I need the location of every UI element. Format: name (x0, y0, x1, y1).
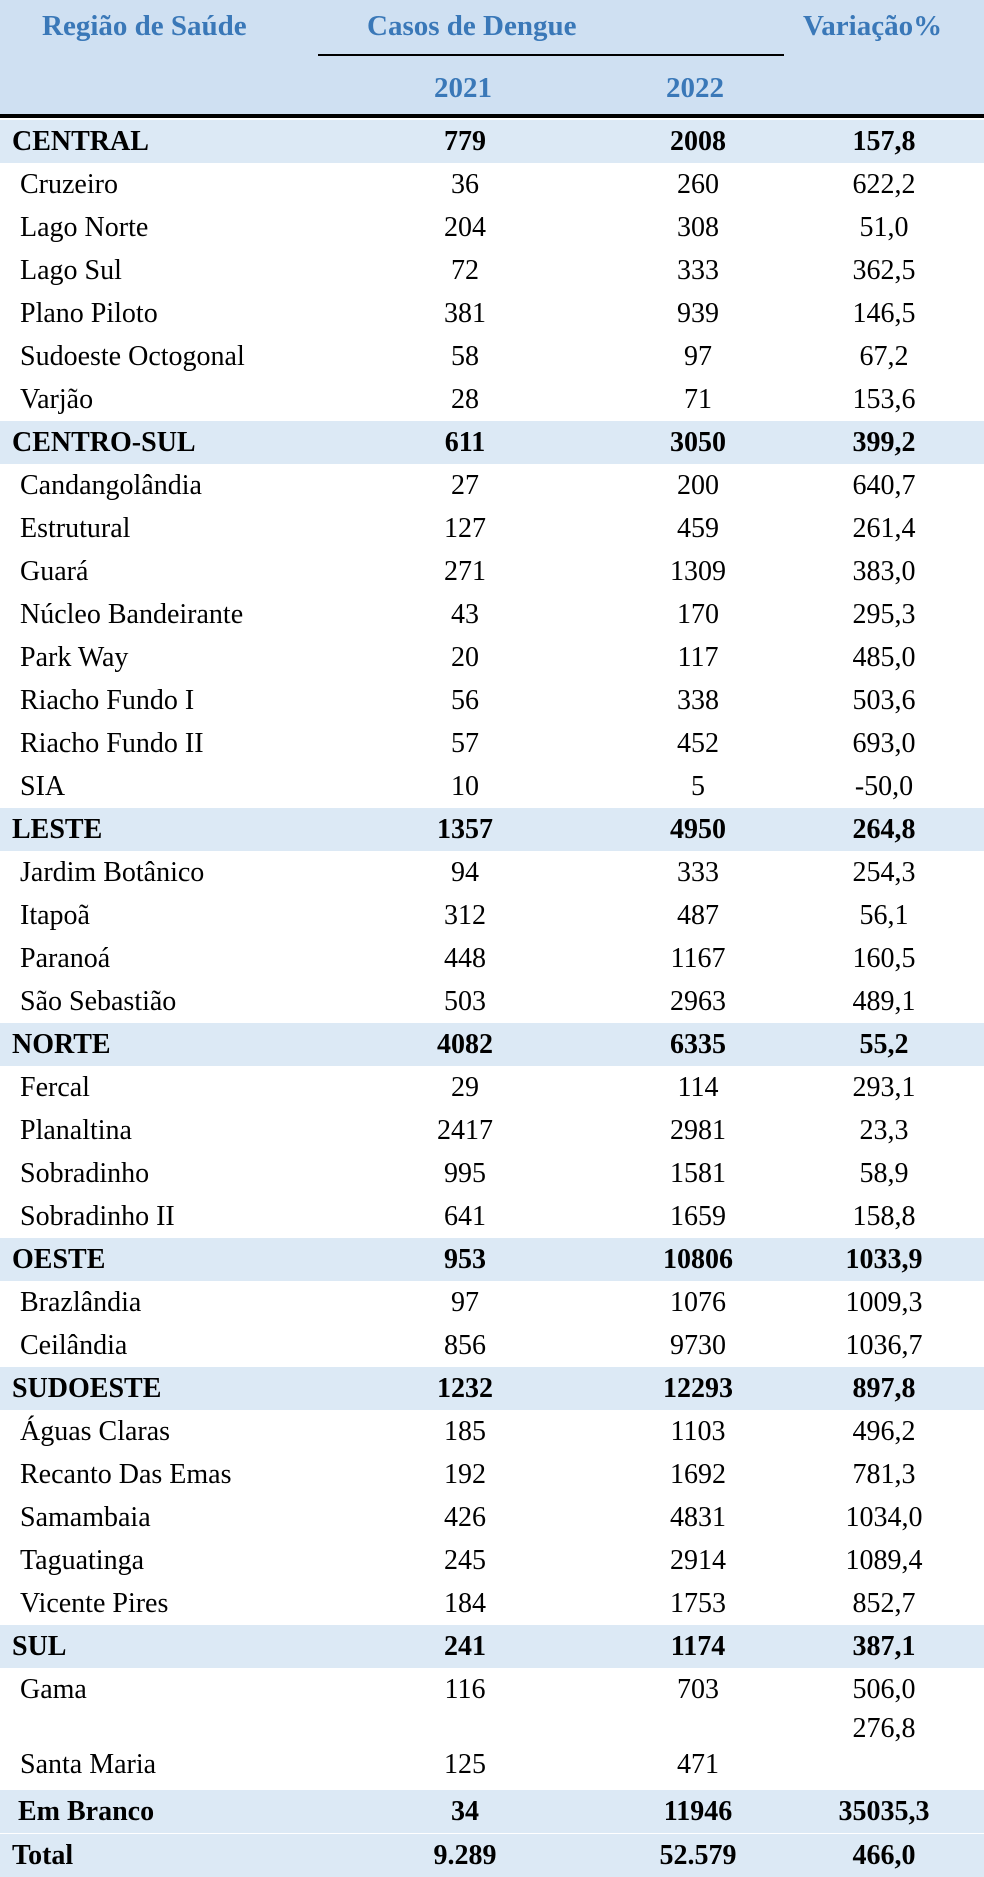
region-name: São Sebastião (20, 985, 177, 1017)
header-year-2021: 2021 (434, 72, 492, 104)
cases-2022: 1659 (670, 1200, 726, 1232)
cases-2021: 56 (451, 684, 479, 716)
region-name: Lago Sul (20, 254, 122, 286)
cases-2022: 52.579 (659, 1839, 737, 1871)
table-row (0, 335, 984, 378)
cases-2021: 185 (444, 1415, 486, 1447)
table-row (0, 1324, 984, 1367)
variation-value: 254,3 (852, 856, 916, 888)
variation-value: 158,8 (852, 1200, 916, 1232)
region-name: Riacho Fundo I (20, 684, 195, 716)
region-name: Sudoeste Octogonal (20, 340, 245, 372)
cases-2022: 1174 (670, 1630, 726, 1662)
cases-2022: 703 (677, 1673, 719, 1705)
cases-2021: 381 (444, 297, 486, 329)
cases-2022: 939 (677, 297, 719, 329)
cases-2022: 2008 (670, 125, 726, 157)
cases-2022: 1581 (670, 1157, 726, 1189)
region-name: LESTE (12, 813, 103, 845)
table-row (0, 1066, 984, 1109)
region-name: Recanto Das Emas (20, 1458, 232, 1490)
cases-2021: 43 (451, 598, 479, 630)
table-row (0, 1453, 984, 1496)
region-name: Riacho Fundo II (20, 727, 204, 759)
region-name: CENTRO-SUL (12, 426, 196, 458)
variation-value: 897,8 (852, 1372, 916, 1404)
cases-2021: 116 (444, 1673, 486, 1705)
region-name: Cruzeiro (20, 168, 118, 200)
cases-2021: 241 (444, 1630, 486, 1662)
table-row (0, 765, 984, 808)
region-name: Park Way (20, 641, 129, 673)
region-name: Núcleo Bandeirante (20, 598, 244, 630)
cases-2022: 12293 (663, 1372, 733, 1404)
cases-2022: 333 (677, 856, 719, 888)
cases-2022: 4831 (670, 1501, 726, 1533)
header-variation: Variação% (803, 10, 943, 42)
table-row (0, 206, 984, 249)
table-row (0, 378, 984, 421)
variation-value: 1033,9 (845, 1243, 923, 1275)
variation-value: 399,2 (852, 426, 916, 458)
region-name: Total (12, 1839, 74, 1871)
region-name: Candangolândia (20, 469, 202, 501)
cases-2021: 57 (451, 727, 479, 759)
total-row (0, 1834, 984, 1877)
cases-2021: 953 (444, 1243, 486, 1275)
cases-2021: 97 (451, 1286, 479, 1318)
cases-2022: 2981 (670, 1114, 726, 1146)
variation-value: 640,7 (852, 469, 916, 501)
cases-2022: 260 (677, 168, 719, 200)
cases-2022: 338 (677, 684, 719, 716)
table-row (0, 722, 984, 765)
region-name: Samambaia (20, 1501, 151, 1533)
table-row (0, 292, 984, 335)
region-name: Vicente Pires (20, 1587, 169, 1619)
cases-2022: 459 (677, 512, 719, 544)
variation-value: 1089,4 (845, 1544, 923, 1576)
cases-2021: 448 (444, 942, 486, 974)
cases-2021: 10 (451, 770, 479, 802)
table-row (0, 1281, 984, 1324)
cases-2021: 72 (451, 254, 479, 286)
cases-2021: 779 (444, 125, 486, 157)
cases-2021: 503 (444, 985, 486, 1017)
region-name: Paranoá (20, 942, 111, 974)
variation-value: 506,0 (852, 1673, 916, 1705)
cases-2022: 1076 (670, 1286, 726, 1318)
variation-value: 160,5 (852, 942, 916, 974)
variation-value: 146,5 (852, 297, 916, 329)
cases-2022: 117 (677, 641, 719, 673)
region-name: Fercal (20, 1071, 90, 1103)
region-name: Gama (20, 1673, 87, 1705)
variation-value: 23,3 (859, 1114, 909, 1146)
cases-2022: 2963 (670, 985, 726, 1017)
variation-value: -50,0 (854, 770, 914, 802)
variation-value: 622,2 (852, 168, 916, 200)
region-name: SIA (20, 770, 66, 802)
variation-value: 387,1 (852, 1630, 916, 1662)
cases-2021: 127 (444, 512, 486, 544)
variation-value: 852,7 (852, 1587, 916, 1619)
cases-2022: 71 (684, 383, 712, 415)
cases-2021: 271 (444, 555, 486, 587)
cases-2022: 308 (677, 211, 719, 243)
variation-value: 58,9 (859, 1157, 909, 1189)
cases-2022: 1753 (670, 1587, 726, 1619)
table-row (0, 1496, 984, 1539)
header-divider (0, 114, 984, 118)
table-row (0, 1711, 984, 1785)
cases-2021: 856 (444, 1329, 486, 1361)
variation-value: 295,3 (852, 598, 916, 630)
table-row (0, 464, 984, 507)
cases-2021: 312 (444, 899, 486, 931)
cases-2022: 97 (684, 340, 712, 372)
cases-2021: 20 (451, 641, 479, 673)
region-name: Em Branco (18, 1795, 155, 1827)
table-row (0, 851, 984, 894)
region-name: NORTE (12, 1028, 111, 1060)
variation-value: 466,0 (852, 1839, 916, 1871)
cases-2022: 6335 (670, 1028, 726, 1060)
header-cases: Casos de Dengue (367, 10, 577, 42)
cases-2021: 36 (451, 168, 479, 200)
cases-2022: 170 (677, 598, 719, 630)
region-name: Sobradinho II (20, 1200, 175, 1232)
variation-value: 67,2 (859, 340, 909, 372)
region-name: Varjão (20, 383, 94, 415)
cases-2022: 1103 (670, 1415, 726, 1447)
region-name: Lago Norte (20, 211, 149, 243)
cases-2021: 611 (444, 426, 486, 458)
region-name: Santa Maria (20, 1749, 157, 1780)
table-row (0, 1410, 984, 1453)
cases-2022: 1167 (670, 942, 726, 974)
region-name: Jardim Botânico (20, 856, 205, 888)
cases-2022: 11946 (663, 1795, 733, 1827)
cases-2021: 125 (444, 1749, 486, 1780)
cases-2022: 487 (677, 899, 719, 931)
table-row (0, 249, 984, 292)
cases-2021: 9.289 (433, 1839, 497, 1871)
region-name: Ceilândia (20, 1329, 128, 1361)
variation-value: 55,2 (859, 1028, 909, 1060)
table-row (0, 894, 984, 937)
region-name: SUL (12, 1630, 67, 1662)
cases-2021: 34 (451, 1795, 479, 1827)
variation-value: 383,0 (852, 555, 916, 587)
variation-value: 157,8 (852, 125, 916, 157)
cases-2021: 641 (444, 1200, 486, 1232)
table-row (0, 679, 984, 722)
variation-value: 264,8 (852, 813, 916, 845)
cases-2022: 1309 (670, 555, 726, 587)
header-year-2022: 2022 (666, 72, 724, 104)
variation-value: 503,6 (852, 684, 916, 716)
region-name: Guará (20, 555, 89, 587)
cases-2022: 200 (677, 469, 719, 501)
cases-2021: 192 (444, 1458, 486, 1490)
region-name: Brazlândia (20, 1286, 142, 1318)
region-name: SUDOESTE (12, 1372, 162, 1404)
variation-value: 35035,3 (838, 1795, 930, 1827)
region-name: OESTE (12, 1243, 106, 1275)
variation-value: 51,0 (859, 211, 909, 243)
group-row (0, 1238, 984, 1281)
table-row (0, 507, 984, 550)
cases-2022: 1692 (670, 1458, 726, 1490)
variation-value: 1036,7 (845, 1329, 923, 1361)
variation-value: 781,3 (852, 1458, 916, 1490)
header-region: Região de Saúde (42, 10, 247, 42)
group-row (0, 421, 984, 464)
cases-2022: 2914 (670, 1544, 726, 1576)
cases-2021: 995 (444, 1157, 486, 1189)
cases-2021: 27 (451, 469, 479, 501)
cases-2022: 114 (677, 1071, 719, 1103)
variation-value: 153,6 (852, 383, 916, 415)
variation-value: 1034,0 (845, 1501, 923, 1533)
cases-2021: 29 (451, 1071, 479, 1103)
table-row (0, 1668, 984, 1711)
region-name: Plano Piloto (20, 297, 158, 329)
cases-2022: 5 (691, 770, 705, 802)
cases-2021: 204 (444, 211, 486, 243)
table-row (0, 163, 984, 206)
table-row (0, 1109, 984, 1152)
cases-2021: 94 (451, 856, 479, 888)
cases-2021: 28 (451, 383, 479, 415)
cases-2021: 184 (444, 1587, 486, 1619)
cases-2022: 333 (677, 254, 719, 286)
table-row (0, 636, 984, 679)
header-underline (318, 54, 784, 56)
cases-2022: 10806 (663, 1243, 733, 1275)
table-row (0, 1790, 984, 1833)
cases-2022: 9730 (670, 1329, 726, 1361)
variation-value: 261,4 (852, 512, 916, 544)
cases-2021: 1232 (437, 1372, 493, 1404)
variation-value: 276,8 (852, 1713, 916, 1744)
cases-2021: 4082 (437, 1028, 493, 1060)
region-name: CENTRAL (12, 125, 149, 157)
variation-value: 1009,3 (845, 1286, 923, 1318)
region-name: Sobradinho (20, 1157, 150, 1189)
region-name: Taguatinga (20, 1544, 144, 1576)
table-row (0, 1539, 984, 1582)
region-name: Planaltina (20, 1114, 132, 1146)
variation-value: 56,1 (859, 899, 909, 931)
group-row (0, 1367, 984, 1410)
region-name: Águas Claras (20, 1415, 171, 1447)
cases-2021: 2417 (437, 1114, 493, 1146)
table-row (0, 1582, 984, 1625)
group-row (0, 1625, 984, 1668)
variation-value: 293,1 (852, 1071, 916, 1103)
group-row (0, 1023, 984, 1066)
table-row (0, 1152, 984, 1195)
variation-value: 362,5 (852, 254, 916, 286)
cases-2022: 4950 (670, 813, 726, 845)
variation-value: 693,0 (852, 727, 916, 759)
cases-2021: 1357 (437, 813, 493, 845)
variation-value: 485,0 (852, 641, 916, 673)
cases-2022: 452 (677, 727, 719, 759)
region-name: Itapoã (20, 899, 90, 931)
cases-2021: 426 (444, 1501, 486, 1533)
region-name: Estrutural (20, 512, 131, 544)
variation-value: 496,2 (852, 1415, 916, 1447)
table-row (0, 550, 984, 593)
group-row (0, 808, 984, 851)
table-row (0, 593, 984, 636)
cases-2021: 58 (451, 340, 479, 372)
table-row (0, 937, 984, 980)
variation-value: 489,1 (852, 985, 916, 1017)
cases-2021: 245 (444, 1544, 486, 1576)
cases-2022: 471 (677, 1749, 719, 1780)
table-row (0, 980, 984, 1023)
group-row (0, 120, 984, 163)
cases-2022: 3050 (670, 426, 726, 458)
table-row (0, 1195, 984, 1238)
